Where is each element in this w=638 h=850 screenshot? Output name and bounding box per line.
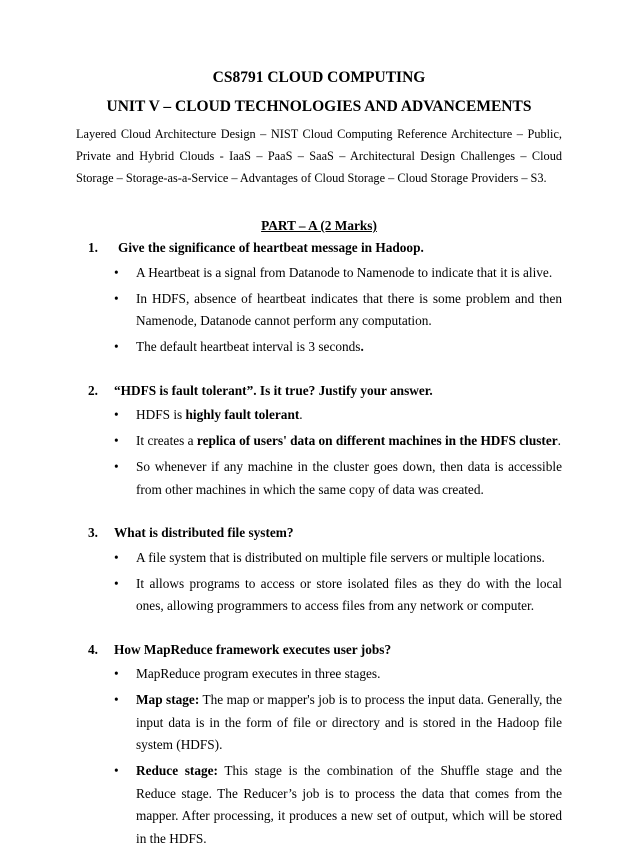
bullet-icon: • <box>76 547 136 570</box>
answer-bullets <box>76 547 562 618</box>
answer-bullets <box>76 262 562 359</box>
answer-bullets <box>76 663 562 850</box>
bold-phrase: Map stage: <box>136 692 199 707</box>
answer-bullet <box>76 689 562 757</box>
section-spacer <box>76 618 562 640</box>
bullet-text: HDFS is highly fault tolerant. <box>136 404 562 427</box>
question-number: 4. <box>76 640 114 660</box>
bullet-icon: • <box>76 430 136 453</box>
answer-bullet <box>76 456 562 501</box>
answer-bullet <box>76 262 562 285</box>
bullet-text: Reduce stage: This stage is the combination of the Shuffle stage and the Reduce stage. The Reducer’s job is to process the data that comes from the mapper. After processing, it produces a new set of output, which will be stored in the HDFS. <box>136 760 562 850</box>
bullet-text: It creates a replica of users' data on different machines in the HDFS cluster. <box>136 430 562 453</box>
answer-bullet <box>76 288 562 333</box>
bullet-icon: • <box>76 663 136 686</box>
unit-title: UNIT V – CLOUD TECHNOLOGIES AND ADVANCEMENTS <box>76 97 562 117</box>
answer-bullet <box>76 547 562 570</box>
question-heading <box>76 381 562 401</box>
answer-bullet <box>76 760 562 850</box>
answer-bullet <box>76 336 562 359</box>
course-title: CS8791 CLOUD COMPUTING <box>76 68 562 88</box>
bullet-icon: • <box>76 404 136 427</box>
question-block <box>76 640 562 850</box>
answer-bullet <box>76 404 562 427</box>
bullet-icon: • <box>76 288 136 333</box>
question-heading <box>76 523 562 543</box>
bullet-icon: • <box>76 262 136 285</box>
bullet-text: It allows programs to access or store isolated files as they do with the local ones, allowing programmers to access files from any network or computer. <box>136 573 562 618</box>
bold-phrase: replica of users' data on different machines in the HDFS cluster <box>197 433 558 448</box>
question-number: 2. <box>76 381 114 401</box>
bullet-text: The default heartbeat interval is 3 seconds. <box>136 336 562 359</box>
section-spacer <box>76 359 562 381</box>
question-number: 1. <box>76 238 114 258</box>
bullet-text: Map stage: The map or mapper's job is to process the input data. Generally, the input data is in the form of file or directory and is stored in the Hadoop file system (HDFS). <box>136 689 562 757</box>
bullet-text: In HDFS, absence of heartbeat indicates that there is some problem and then Namenode, Datanode cannot perform any computation. <box>136 288 562 333</box>
bullet-icon: • <box>76 689 136 757</box>
question-block <box>76 523 562 618</box>
question-text: How MapReduce framework executes user jobs? <box>114 640 391 660</box>
answer-bullet <box>76 663 562 686</box>
answer-bullet <box>76 573 562 618</box>
section-spacer <box>76 501 562 523</box>
bold-phrase: highly fault tolerant <box>186 407 300 422</box>
bullet-text: A Heartbeat is a signal from Datanode to Namenode to indicate that it is alive. <box>136 262 562 285</box>
question-text: What is distributed file system? <box>114 523 294 543</box>
question-number: 3. <box>76 523 114 543</box>
unit-syllabus: Layered Cloud Architecture Design – NIST Cloud Computing Reference Architecture – Public, Private and Hybrid Clouds - IaaS – PaaS – SaaS – Architectural Design Challenges – Cloud Storage – Storage-as-a-Service – Advantages of Cloud Storage – Cloud Storage Providers – S3. <box>76 123 562 189</box>
question-heading <box>76 640 562 660</box>
bullet-text: A file system that is distributed on multiple file servers or multiple locations. <box>136 547 562 570</box>
part-a-heading: PART – A (2 Marks) <box>76 216 562 236</box>
answer-bullet <box>76 430 562 453</box>
answer-bullets <box>76 404 562 501</box>
question-list <box>76 238 562 850</box>
question-block <box>76 238 562 359</box>
question-block <box>76 381 562 502</box>
bullet-icon: • <box>76 573 136 618</box>
bullet-icon: • <box>76 760 136 850</box>
bold-phrase: . <box>360 339 363 354</box>
bullet-icon: • <box>76 456 136 501</box>
bullet-text: So whenever if any machine in the cluster goes down, then data is accessible from other machines in which the same copy of data was created. <box>136 456 562 501</box>
bullet-icon: • <box>76 336 136 359</box>
question-text: “HDFS is fault tolerant”. Is it true? Justify your answer. <box>114 381 433 401</box>
question-text: Give the significance of heartbeat message in Hadoop. <box>114 238 424 258</box>
bold-phrase: Reduce stage: <box>136 763 218 778</box>
bullet-text: MapReduce program executes in three stages. <box>136 663 562 686</box>
question-heading <box>76 238 562 258</box>
